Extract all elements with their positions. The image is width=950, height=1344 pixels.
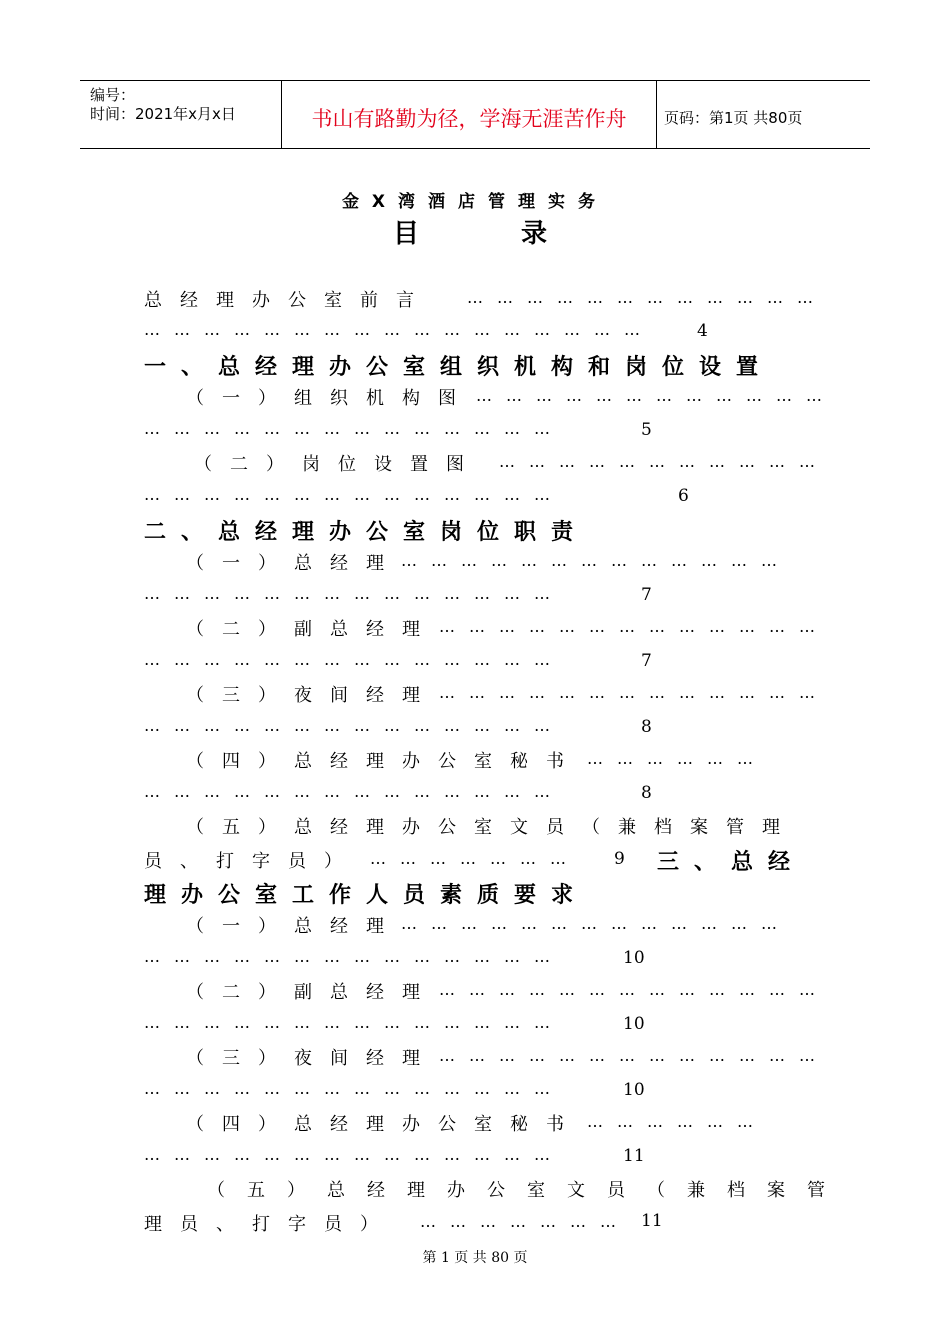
time-label: 时间：2021年x月x日 (90, 105, 236, 123)
toc-leader: ………………… (370, 849, 580, 868)
header-meta-cell (80, 81, 280, 148)
toc-leader: ……………… (587, 1112, 767, 1131)
toc-entry-3-5[interactable]: （五）总经理办公室文员（兼档案管 (207, 1180, 847, 1201)
toc-title-char-1: 目 (393, 219, 420, 249)
toc-page-number: 11 (641, 1211, 663, 1231)
toc-title-char-2: 录 (521, 219, 548, 249)
toc-page-number: 7 (641, 585, 652, 605)
toc-entry-2-5[interactable]: （五）总经理办公室文员（兼档案管理 (186, 817, 798, 838)
toc-leader: ………………………………… (439, 1046, 829, 1065)
toc-entry-3-3[interactable]: （三）夜间经理 (186, 1048, 438, 1069)
document-header (80, 80, 870, 149)
toc-leader: …………………………………… (144, 650, 564, 669)
toc-leader: …………………………………… (144, 1013, 564, 1032)
toc-page-number: 7 (641, 651, 652, 671)
toc-page-number: 11 (623, 1146, 645, 1166)
page-footer: 第 1 页 共 80 页 (422, 1250, 528, 1266)
page-code: 页码：第1页 共80页 (664, 109, 803, 127)
toc-entry-2-1[interactable]: （一）总经理 (186, 553, 402, 574)
toc-leader: …………………………………… (144, 782, 564, 801)
document-subtitle: 金X湾酒店管理实务 (341, 192, 609, 212)
toc-leader: ………………………………… (401, 914, 791, 933)
toc-leader: …………………………………… (144, 947, 564, 966)
toc-leader: …………………………………… (144, 419, 564, 438)
toc-entry-2-3[interactable]: （三）夜间经理 (186, 685, 438, 706)
toc-leader: ……………………………… (476, 386, 836, 405)
header-page-cell (656, 81, 870, 148)
toc-leader: …………………………………… (144, 584, 564, 603)
toc-entry-1-1[interactable]: （一）组织机构图 (186, 388, 474, 409)
toc-leader: ………………………………… (401, 551, 791, 570)
toc-entry-2-5-cont[interactable]: 员、打字员） (144, 851, 360, 872)
toc-leader: ……………… (587, 749, 767, 768)
toc-page-number: 4 (697, 321, 708, 341)
toc-entry-2-4[interactable]: （四）总经理办公室秘书 (186, 751, 582, 772)
toc-leader: ………………………………… (439, 683, 829, 702)
toc-section-3-cont[interactable]: 理办公室工作人员素质要求 (144, 883, 589, 908)
toc-entry-3-1[interactable]: （一）总经理 (186, 916, 402, 937)
number-label: 编号： (90, 86, 136, 104)
toc-leader: ………………………………… (439, 617, 829, 636)
toc-page-number: 8 (641, 717, 652, 737)
toc-leader: …………………………………… (144, 1145, 564, 1164)
header-motto-cell (281, 81, 657, 148)
toc-section-1[interactable]: 一、总经理办公室组织机构和岗位设置 (144, 355, 774, 380)
toc-page-number: 10 (623, 1080, 645, 1100)
toc-section-3[interactable]: 三、总经 (657, 850, 806, 875)
toc-entry-3-2[interactable]: （二）副总经理 (186, 982, 438, 1003)
toc-page-number: 8 (641, 783, 652, 803)
toc-page-number: 10 (623, 1014, 645, 1034)
motto: 书山有路勤为径，学海无涯苦作舟 (311, 107, 627, 131)
toc-leader: …………………………………………… (144, 320, 654, 339)
toc-leader: …………………………… (499, 452, 829, 471)
toc-leader: ………………………………… (439, 980, 829, 999)
toc-entry-preface[interactable]: 总经理办公室前言 (144, 290, 432, 311)
toc-page-number: 10 (623, 948, 645, 968)
toc-leader: ……………………………… (467, 288, 827, 307)
toc-page-number: 5 (641, 420, 652, 440)
toc-leader: …………………………………… (144, 716, 564, 735)
toc-page-number: 6 (678, 486, 689, 506)
toc-entry-3-4[interactable]: （四）总经理办公室秘书 (186, 1114, 582, 1135)
toc-page-number: 9 (614, 849, 625, 869)
toc-entry-2-2[interactable]: （二）副总经理 (186, 619, 438, 640)
toc-leader: ………………… (420, 1212, 630, 1231)
toc-section-2[interactable]: 二、总经理办公室岗位职责 (144, 520, 589, 545)
toc-entry-3-5-cont[interactable]: 理员、打字员） (144, 1214, 396, 1235)
toc-leader: …………………………………… (144, 485, 564, 504)
toc-leader: …………………………………… (144, 1079, 564, 1098)
toc-entry-1-2[interactable]: （二）岗位设置图 (194, 454, 482, 475)
